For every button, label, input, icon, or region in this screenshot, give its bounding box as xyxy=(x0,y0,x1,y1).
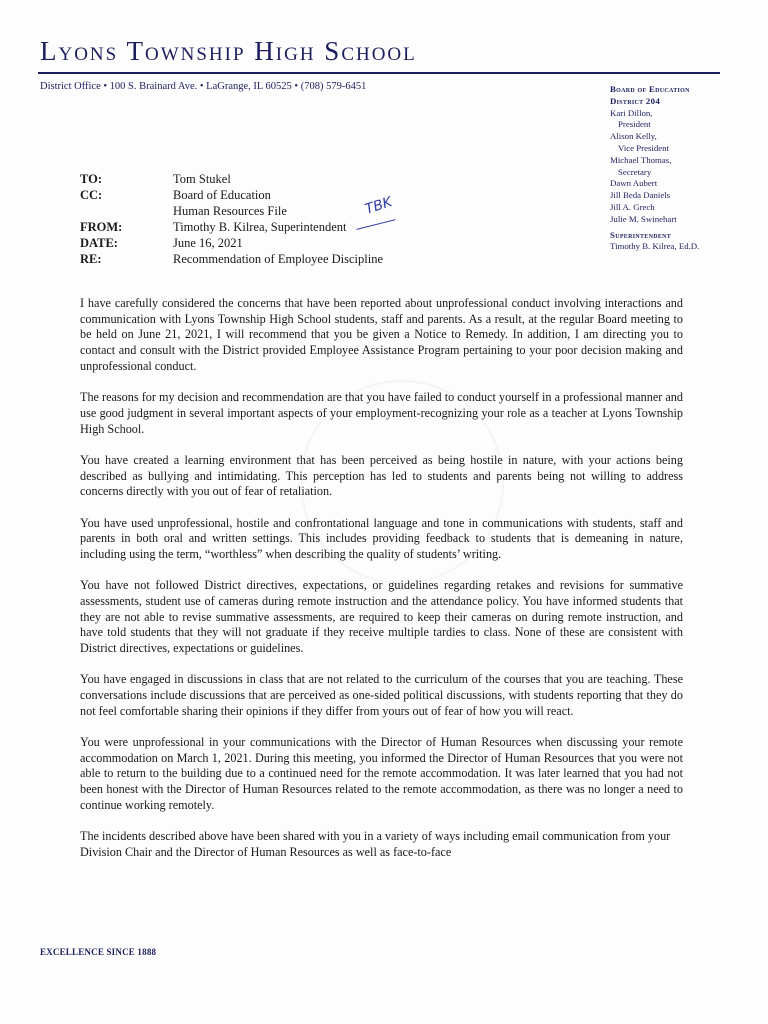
handwritten-initials: TBK xyxy=(363,194,395,218)
memo-label: FROM: xyxy=(80,220,123,234)
body-paragraph: You were unprofessional in your communications with the Director of Human Resources when discussing your remote accommodation on March 1, 2021. During this meeting, you informed the Director of Human Resources that you were not able to return to the building due to a continued need for the remote accommodation. It was later learned that you had not been honest with the Director of Human Resources related to the remote accommodation, as there was no longer a need to continue working remotely. xyxy=(80,735,683,812)
memo-cc-value: Human Resources File xyxy=(173,204,287,218)
memo-to-value: Tom Stukel xyxy=(173,172,231,186)
memo-date-row xyxy=(80,235,383,251)
memo-date-value: June 16, 2021 xyxy=(173,236,243,250)
footer-motto: EXCELLENCE SINCE 1888 xyxy=(40,947,157,957)
board-member-name: Alison Kelly, xyxy=(610,131,657,142)
superintendent-name: Timothy B. Kilrea, Ed.D. xyxy=(610,241,700,252)
board-title: Board of Education xyxy=(610,84,690,94)
memo-label: CC: xyxy=(80,188,103,202)
memo-from-value: Timothy B. Kilrea, Superintendent xyxy=(173,220,347,234)
school-name-letterhead: Lyons Township High School xyxy=(40,36,417,66)
board-of-education-sidebar xyxy=(610,84,699,253)
memo-re-row xyxy=(80,251,383,267)
body-paragraph: You have engaged in discussions in class that are not related to the curriculum of the courses that you are teaching. These conversations include discussions that are perceived as one-sided political discussions, with students reporting that they do not feel comfortable sharing their opinions if they differ from yours out of fear of how you will react. xyxy=(80,672,683,718)
board-member-name: Dawn Aubert xyxy=(610,178,658,189)
letter-body xyxy=(80,296,683,876)
superintendent-label: Superintendent xyxy=(610,229,672,240)
body-paragraph: You have created a learning environment that has been perceived as being hostile in nature, with your actions being described as bullying and intimidating. This perception has led to students and parents being not willing to address concerns directly with you out of fear of retaliation. xyxy=(80,452,683,499)
board-member-role: President xyxy=(618,119,651,130)
memo-label: DATE: xyxy=(80,236,118,250)
body-paragraph: The reasons for my decision and recommendation are that you have failed to conduct yourself in a professional manner and use good judgment in several important aspects of your employment-recognizing your role as a teacher at Lyons Township High School. xyxy=(80,390,683,436)
board-member-name: Michael Thomas, xyxy=(610,154,672,165)
board-member-name: Jill A. Grech xyxy=(610,201,655,212)
board-district: District 204 xyxy=(610,95,661,106)
body-paragraph: You have not followed District directives, expectations, or guidelines regarding retakes and revisions for summative assessments, student use of cameras during remote instruction and the attendance policy. You have informed students that they are not able to revise summative assessments, are required to keep their cameras on during remote instruction, and have told students that they will not graduate if they receive multiple tardies to class. None of these are consistent with District directives, expectations or guidelines. xyxy=(80,578,683,656)
board-member-name: Kari Dillon, xyxy=(610,107,653,118)
memo-header xyxy=(80,171,383,267)
memo-re-value: Recommendation of Employee Discipline xyxy=(173,252,384,266)
body-paragraph: I have carefully considered the concerns that have been reported about unprofessional conduct involving interactions and communication with Lyons Township High School students, staff and parents. As a result, at the regular Board meeting to be held on June 21, 2021, I will recommend that you be given a Notice to Remedy. In addition, I am directing you to contact and consult with the District provided Employee Assistance Program pertaining to your poor decision making and unprofessional conduct. xyxy=(80,296,683,373)
letterhead-rule xyxy=(38,72,720,74)
memo-cc-row xyxy=(80,187,383,203)
memo-to-row xyxy=(80,171,383,187)
board-member-role: Secretary xyxy=(618,166,652,177)
body-paragraph: The incidents described above have been shared with you in a variety of ways including email communication from your Division Chair and the Director of Human Resources as well as face-to-face xyxy=(80,829,671,859)
district-office-address: District Office • 100 S. Brainard Ave. • LaGrange, IL 60525 • (708) 579-6451 xyxy=(40,81,367,92)
memo-cc-row-2 xyxy=(80,203,383,219)
memo-cc-value: Board of Education xyxy=(173,188,271,202)
board-member-name: Julie M. Swinehart xyxy=(610,213,677,224)
memo-label: RE: xyxy=(80,252,102,266)
board-member-name: Jill Beda Daniels xyxy=(610,190,671,201)
memo-label: TO: xyxy=(80,172,102,186)
memo-from-row xyxy=(80,219,383,235)
body-paragraph: You have used unprofessional, hostile and confrontational language and tone in communications with students, staff and parents in both oral and written settings. This includes providing feedback to students that is demeaning in nature, including using the term, “worthless” when describing the quality of students’ writing. xyxy=(80,515,683,561)
board-member-role: Vice President xyxy=(618,142,670,153)
